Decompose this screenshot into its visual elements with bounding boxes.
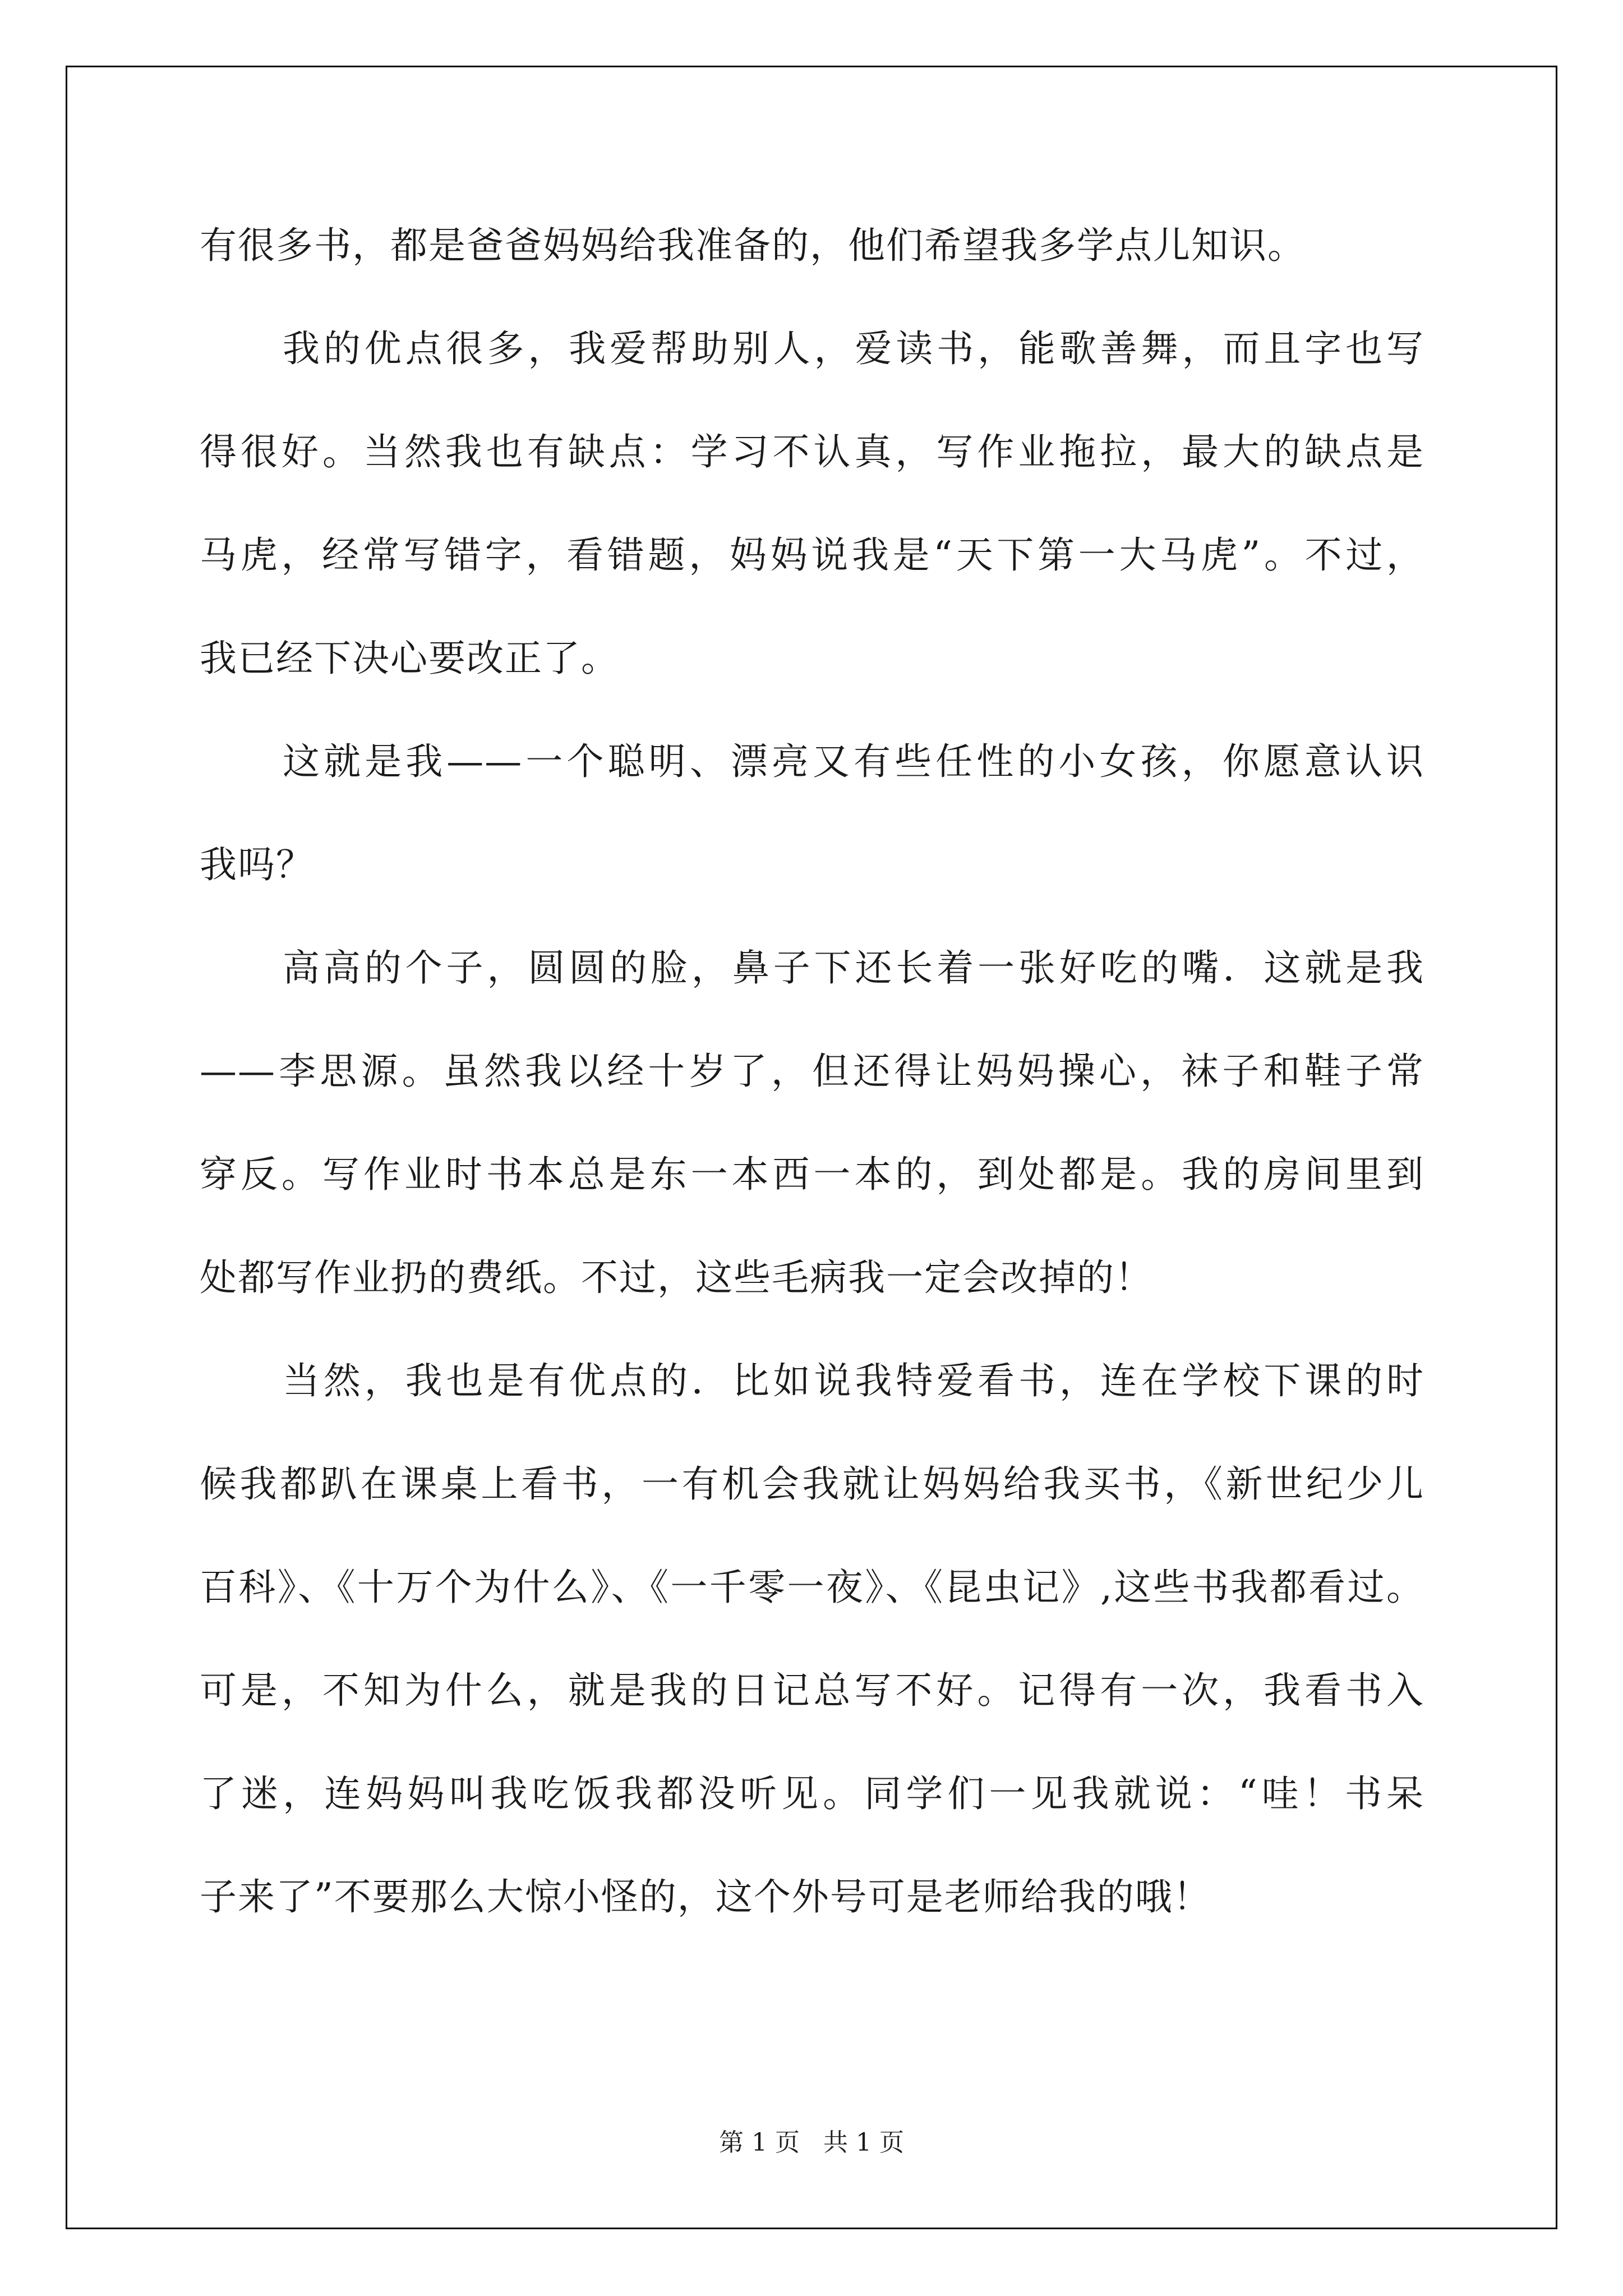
text-line: 子来了”不要那么大惊小怪的，这个外号可是老师给我的哦！ bbox=[200, 1875, 1211, 1918]
text-line: 得很好。当然我也有缺点：学习不认真，写作业拖拉，最大的缺点是 bbox=[200, 430, 1424, 473]
text-line: 有很多书，都是爸爸妈妈给我准备的，他们希望我多学点儿知识。 bbox=[200, 224, 1306, 267]
page-number: 第 1 页 共 1 页 bbox=[719, 2128, 904, 2157]
text-line: 百科》、《十万个为什么》、《一千零一夜》、《昆虫记》,这些书我都看过。 bbox=[200, 1566, 1424, 1609]
text-line: 可是，不知为什么，就是我的日记总写不好。记得有一次，我看书入 bbox=[200, 1669, 1424, 1712]
text-line: 我吗？ bbox=[200, 843, 314, 886]
text-line: 处都写作业扔的费纸。不过，这些毛病我一定会改掉的！ bbox=[200, 1256, 1153, 1299]
text-line: 高高的个子，圆圆的脸，鼻子下还长着一张好吃的嘴．这就是我 bbox=[283, 946, 1424, 990]
text-line: 候我都趴在课桌上看书，一有机会我就让妈妈给我买书，《新世纪少儿 bbox=[200, 1462, 1424, 1506]
text-line: 这就是我——一个聪明、漂亮又有些任性的小女孩，你愿意认识 bbox=[283, 740, 1424, 783]
text-line: 了迷，连妈妈叫我吃饭我都没听见。同学们一见我就说：“哇！书呆 bbox=[200, 1772, 1424, 1815]
text-line: 当然，我也是有优点的．比如说我特爱看书，连在学校下课的时 bbox=[283, 1359, 1424, 1402]
text-line: ——李思源。虽然我以经十岁了，但还得让妈妈操心，袜子和鞋子常 bbox=[200, 1050, 1424, 1093]
text-line: 我已经下决心要改正了。 bbox=[200, 637, 619, 680]
text-line: 马虎，经常写错字，看错题，妈妈说我是“天下第一大马虎”。不过， bbox=[200, 533, 1424, 577]
text-line: 穿反。写作业时书本总是东一本西一本的，到处都是。我的房间里到 bbox=[200, 1153, 1424, 1196]
text-line: 我的优点很多，我爱帮助别人，爱读书，能歌善舞，而且字也写 bbox=[283, 327, 1424, 370]
